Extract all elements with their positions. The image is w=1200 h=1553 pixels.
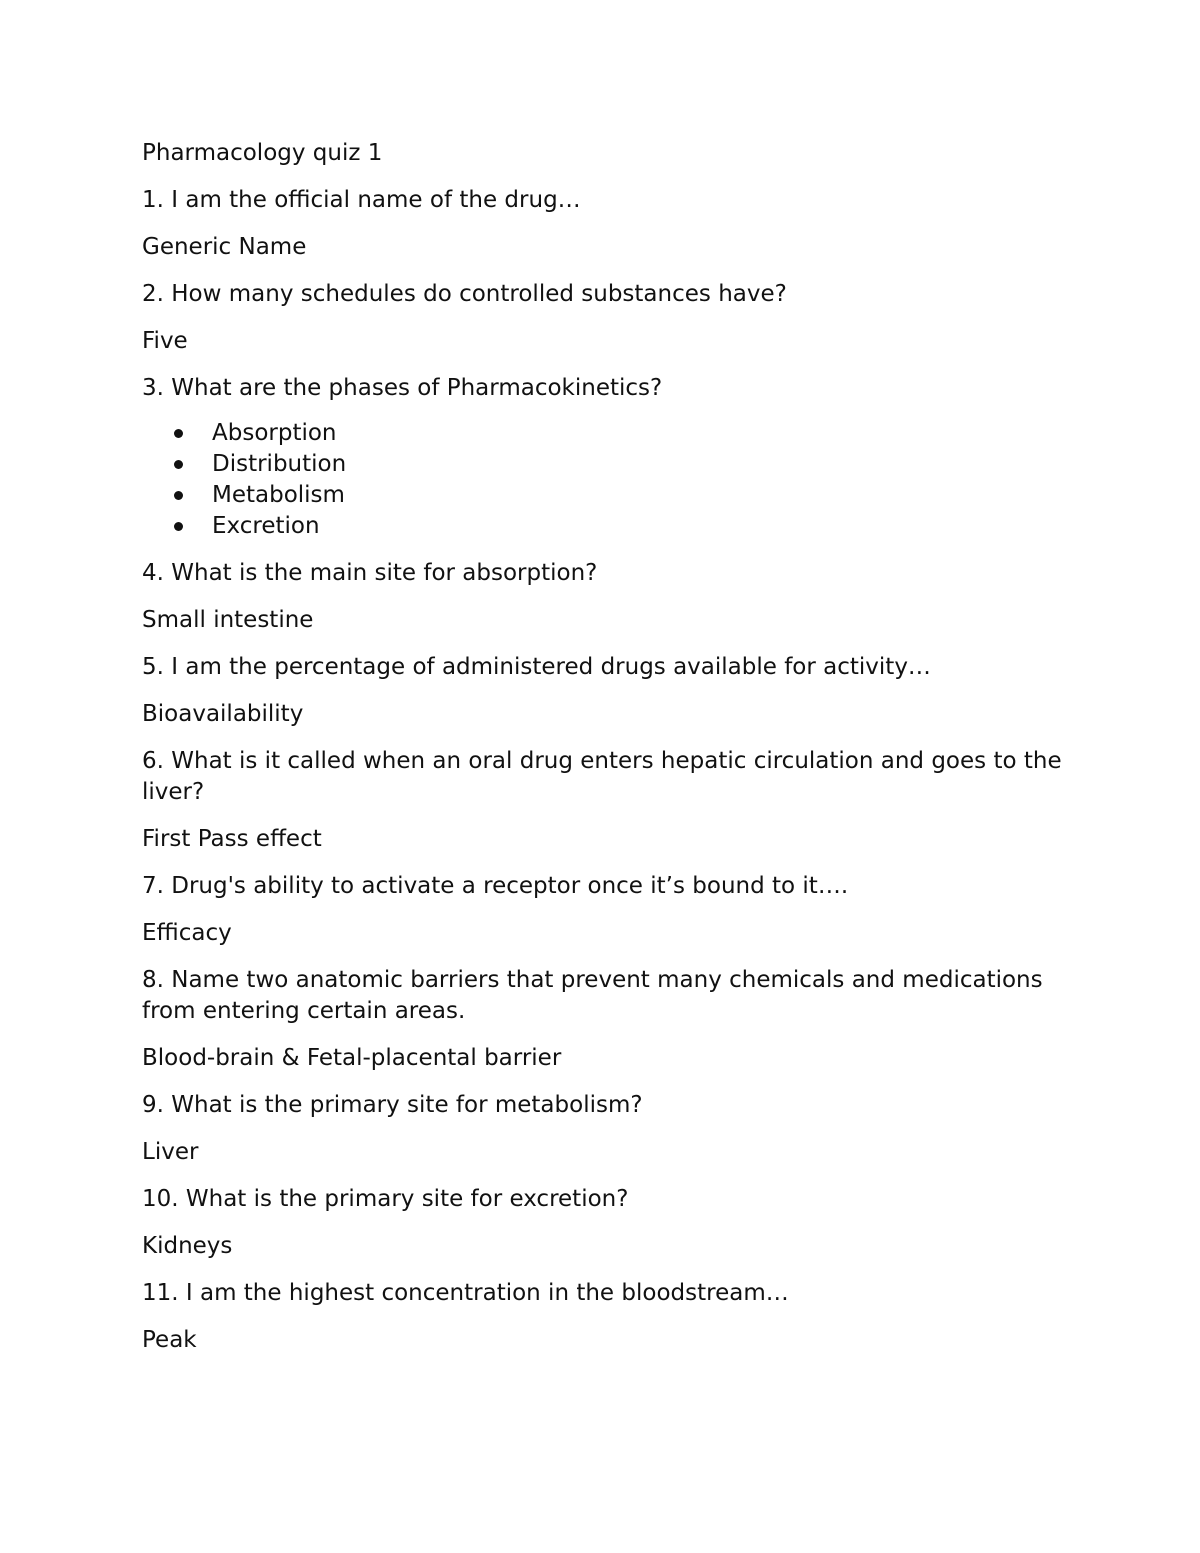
bullet-icon	[174, 491, 183, 500]
bullet-icon	[174, 429, 183, 438]
question-3: 3. What are the phases of Pharmacokinetics?	[142, 375, 663, 401]
question-5: 5. I am the percentage of administered drugs available for activity…	[142, 654, 931, 680]
question-10: 10. What is the primary site for excretion?	[142, 1186, 629, 1212]
list-item	[174, 449, 1062, 480]
list-item	[174, 480, 1062, 511]
answer-6: First Pass effect	[142, 826, 322, 852]
list-item	[174, 511, 1062, 542]
question-2: 2. How many schedules do controlled substances have?	[142, 281, 787, 307]
question-1: 1. I am the official name of the drug…	[142, 187, 581, 213]
answer-1: Generic Name	[142, 234, 307, 260]
answer-7: Efficacy	[142, 920, 232, 946]
list-item-text: Excretion	[212, 513, 320, 539]
list-item-text: Distribution	[212, 451, 347, 477]
question-6: 6. What is it called when an oral drug enters hepatic circulation and goes to the liver?	[142, 748, 1062, 805]
question-9: 9. What is the primary site for metabolism?	[142, 1092, 643, 1118]
question-8: 8. Name two anatomic barriers that prevent many chemicals and medications from entering certain areas.	[142, 967, 1043, 1024]
document-title: Pharmacology quiz 1	[142, 140, 383, 166]
answer-9: Liver	[142, 1139, 199, 1165]
question-11: 11. I am the highest concentration in the bloodstream…	[142, 1280, 789, 1306]
bullet-icon	[174, 522, 183, 531]
answer-3-list	[142, 418, 1062, 542]
answer-2: Five	[142, 328, 188, 354]
answer-8: Blood-brain & Fetal-placental barrier	[142, 1045, 562, 1071]
answer-11: Peak	[142, 1327, 197, 1353]
list-item	[174, 418, 1062, 449]
answer-10: Kidneys	[142, 1233, 233, 1259]
answer-5: Bioavailability	[142, 701, 304, 727]
question-4: 4. What is the main site for absorption?	[142, 560, 598, 586]
list-item-text: Metabolism	[212, 482, 345, 508]
bullet-icon	[174, 460, 183, 469]
question-7: 7. Drug's ability to activate a receptor once it’s bound to it….	[142, 873, 849, 899]
list-item-text: Absorption	[212, 420, 337, 446]
document-page	[142, 138, 1062, 1372]
answer-4: Small intestine	[142, 607, 314, 633]
